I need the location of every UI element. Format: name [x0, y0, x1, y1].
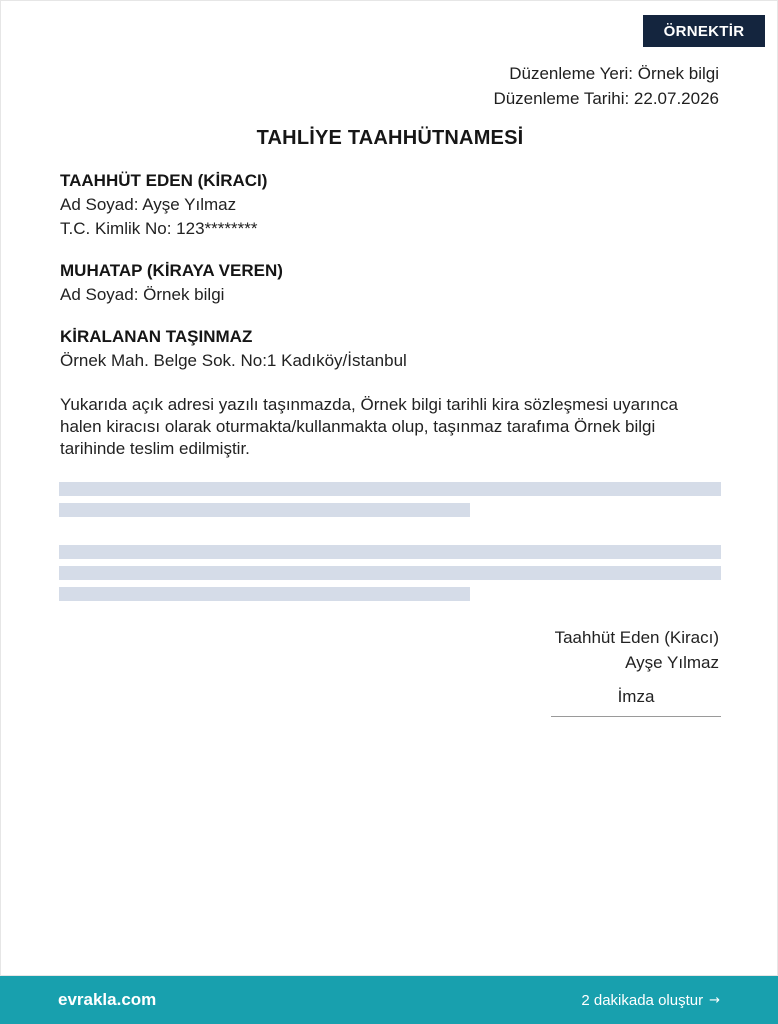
signature-block [555, 625, 719, 675]
signer-name: Ayşe Yılmaz [625, 653, 719, 672]
redacted-line [59, 482, 721, 496]
landlord-section [60, 259, 283, 307]
issue-place: Düzenleme Yeri: Örnek bilgi [509, 64, 719, 83]
document-title: TAHLİYE TAAHHÜTNAMESİ [256, 127, 524, 149]
redacted-line [59, 566, 721, 580]
redacted-line [59, 545, 721, 559]
property-heading: KİRALANAN TAŞINMAZ [60, 327, 253, 346]
property-section [60, 325, 407, 373]
landlord-heading: MUHATAP (KİRAYA VEREN) [60, 261, 283, 280]
tenant-id: T.C. Kimlik No: 123******** [60, 219, 258, 238]
signer-role: Taahhüt Eden (Kiracı) [554, 628, 719, 647]
document-meta [493, 61, 719, 111]
brand-link[interactable]: evrakla.com [58, 990, 157, 1009]
footer-bar [0, 976, 778, 1024]
create-link[interactable] [581, 992, 720, 1009]
signature-label: İmza [617, 687, 655, 706]
commitment-paragraph: Yukarıda açık adresi yazılı taşınmazda, Örnek bilgi tarihli kira sözleşmesi uyarınca halen kiracısı olarak oturmakta/kullanmakta olup, taşınmaz tarafıma Örnek bilgi tarihinde teslim edilmiştir. [60, 395, 678, 458]
signature-line [551, 716, 721, 717]
landlord-name: Ad Soyad: Örnek bilgi [60, 285, 225, 304]
tenant-heading: TAAHHÜT EDEN (KİRACI) [60, 171, 268, 190]
create-label: 2 dakikada oluştur [581, 991, 704, 1009]
issue-date: Düzenleme Tarihi: 22.07.2026 [493, 89, 719, 108]
tenant-section [60, 169, 267, 241]
arrow-icon: → [709, 992, 720, 1008]
redacted-line [59, 503, 470, 517]
property-address: Örnek Mah. Belge Sok. No:1 Kadıköy/İstanbul [60, 351, 407, 370]
tenant-name: Ad Soyad: Ayşe Yılmaz [60, 195, 237, 214]
redacted-line [59, 587, 470, 601]
sample-badge: ÖRNEKTİR [643, 15, 765, 47]
